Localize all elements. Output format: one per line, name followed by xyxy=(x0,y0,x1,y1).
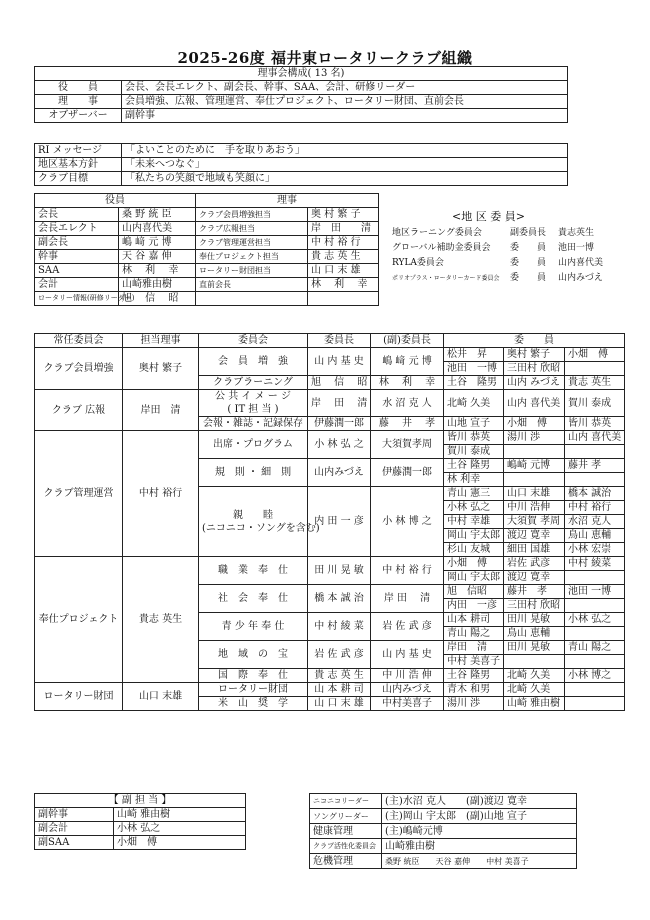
header-members: 委 員 xyxy=(444,334,625,348)
committee-name: 地 域 の 宝 xyxy=(199,641,308,669)
officers-table xyxy=(34,193,379,306)
leader-role: 健康管理 xyxy=(310,824,382,839)
committee-member: 橋本 誠治 xyxy=(565,487,625,501)
director-name xyxy=(308,292,379,306)
board-label: 役 員 xyxy=(35,81,122,95)
committee-vice: 岩 佐 武 彦 xyxy=(371,613,444,641)
committee-member xyxy=(565,362,625,376)
leader-value: (主)嶋崎元博 xyxy=(382,824,577,839)
district-row xyxy=(392,271,603,286)
committee-vice: 岸 田 清 xyxy=(371,585,444,613)
leaders-table xyxy=(309,793,577,869)
deputy-role: 副SAA xyxy=(35,836,114,850)
header-standing: 常任委員会 xyxy=(35,334,123,348)
policy-label: RI メッセージ xyxy=(35,144,122,158)
director-name: 奥 村 繁 子 xyxy=(308,208,379,222)
committee-member: 岸田 清 xyxy=(444,641,504,655)
committee-member xyxy=(565,683,625,697)
header-chair: 委員長 xyxy=(308,334,371,348)
committee-member xyxy=(565,571,625,585)
district-committee: 地区ラーニング委員会 xyxy=(392,228,482,238)
district-person: 池田一博 xyxy=(558,243,595,253)
standing-committee: ロータリー財団 xyxy=(35,683,123,711)
director: 中村 裕行 xyxy=(123,431,199,557)
committee-name: 会報・雑誌・記録保存 xyxy=(199,417,308,431)
committee-member: 青山 陽之 xyxy=(565,641,625,655)
committee-name: 親 睦 (ニコニコ・ソングを含む) xyxy=(199,487,308,557)
leader-role: 危機管理 xyxy=(310,854,382,869)
committee-member: 北崎 久美 xyxy=(504,669,565,683)
board-header: 理事会構成( 13 名) xyxy=(35,67,568,81)
officer-name: 嶋 﨑 元 博 xyxy=(119,236,196,250)
director: 山口 末雄 xyxy=(123,683,199,711)
board-label: オブザーバー xyxy=(35,109,122,123)
committee-member: 水沼 克人 xyxy=(565,515,625,529)
committee-chair: 山 口 末 雄 xyxy=(308,697,371,711)
committee-member: 岩佐 武彦 xyxy=(504,557,565,571)
director-name: 山 口 末 雄 xyxy=(308,264,379,278)
header-vice: (副)委員長 xyxy=(371,334,444,348)
header-director: 担当理事 xyxy=(123,334,199,348)
district-role: 副委員長 xyxy=(510,228,547,238)
director: 貴志 英生 xyxy=(123,557,199,683)
committee-chair: 伊藤潤一郎 xyxy=(308,417,371,431)
standing-committee: クラブ管理運営 xyxy=(35,431,123,557)
committee-member: 北崎 久美 xyxy=(444,390,504,417)
board-value: 会長、会長エレクト、副会長、幹事、SAA、会計、研修リーダー xyxy=(122,81,568,95)
committee-member: 嶋崎 元博 xyxy=(504,459,565,473)
committee-member: 湯川 渉 xyxy=(504,431,565,445)
committee-member: 小林 弘之 xyxy=(565,613,625,627)
committee-member: 中村 幸雄 xyxy=(444,515,504,529)
committee-member: 中村 裕行 xyxy=(565,501,625,515)
committee-member: 青山 憲三 xyxy=(444,487,504,501)
policy-label: クラブ目標 xyxy=(35,172,122,186)
committee-member: 山内 喜代美 xyxy=(565,431,625,445)
standing-committee: クラブ会員増強 xyxy=(35,348,123,390)
committee-member: 青木 和男 xyxy=(444,683,504,697)
officer-name: 山内喜代美 xyxy=(119,222,196,236)
committee-member: 鳥山 恵輔 xyxy=(504,627,565,641)
committee-vice: 中 川 浩 伸 xyxy=(371,669,444,683)
officer-name: 天 谷 嘉 伸 xyxy=(119,250,196,264)
committee-member: 賀川 泰成 xyxy=(444,445,504,459)
district-row xyxy=(392,226,603,241)
committee-member: 北崎 久美 xyxy=(504,683,565,697)
committee-chair: 旭 信 昭 xyxy=(308,376,371,390)
committee-member: 岡山 宇太郎 xyxy=(444,529,504,543)
officer-role: 会長 xyxy=(35,208,119,222)
committee-vice: 中 村 裕 行 xyxy=(371,557,444,585)
committee-member: 小林 宏崇 xyxy=(565,543,625,557)
leader-role: クラブ活性化委員会 xyxy=(310,839,382,854)
committee-member: 山本 耕司 xyxy=(444,613,504,627)
director-name: 岸 田 清 xyxy=(308,222,379,236)
committee-vice: 山 内 基 史 xyxy=(371,641,444,669)
committee-member: 貴志 英生 xyxy=(565,376,625,390)
committee-member: 小林 博之 xyxy=(565,669,625,683)
committee-name: クラブラーニング xyxy=(199,376,308,390)
committee-member: 小畑 傅 xyxy=(565,348,625,362)
committee-member: 渡辺 寛幸 xyxy=(504,529,565,543)
policy-value: 「よいことのために 手を取りあおう」 xyxy=(122,144,568,158)
leader-value: 桑野 統臣 天谷 嘉伸 中村 美喜子 xyxy=(382,854,577,869)
committee-member: 小林 弘之 xyxy=(444,501,504,515)
director-name: 貴 志 英 生 xyxy=(308,250,379,264)
committee-name: 公 共 イ メ ー ジ ( IT 担 当 ) xyxy=(199,390,308,417)
committee-member: 鳥山 恵輔 xyxy=(565,529,625,543)
district-row xyxy=(392,241,603,256)
committee-member: 三田村 欣昭 xyxy=(504,599,565,613)
committee-member: 山地 宣子 xyxy=(444,417,504,431)
committee-chair: 中 村 綾 菜 xyxy=(308,613,371,641)
committee-name: 出席・プログラム xyxy=(199,431,308,459)
officer-role: 会計 xyxy=(35,278,119,292)
committee-row xyxy=(35,683,625,697)
committee-chair: 山内みづえ xyxy=(308,459,371,487)
committee-chair: 内 田 一 彦 xyxy=(308,487,371,557)
directors-header: 理事 xyxy=(196,194,379,208)
leader-role: ソングリーダー xyxy=(310,809,382,824)
committee-member: 藤井 孝 xyxy=(504,585,565,599)
district-committee: RYLA委員会 xyxy=(392,258,444,268)
district-committee: ポリオプラス・ロータリーカード委員会 xyxy=(392,275,500,282)
policy-table xyxy=(34,143,568,186)
committee-chair: 田 川 晃 敏 xyxy=(308,557,371,585)
policy-value: 「未来へつなぐ」 xyxy=(122,158,568,172)
committee-chair: 岩 佐 武 彦 xyxy=(308,641,371,669)
officer-name: 山崎雅由樹 xyxy=(119,278,196,292)
deputy-table xyxy=(34,793,246,850)
deputy-name: 山崎 雅由樹 xyxy=(114,808,246,822)
leader-value: (主)水沼 克人 (副)渡辺 寛幸 xyxy=(382,794,577,809)
director-name: 林 利 幸 xyxy=(308,278,379,292)
committee-member: 旭 信昭 xyxy=(444,585,504,599)
committee-name: 規 則 ・ 細 則 xyxy=(199,459,308,487)
district-title: <地 区 委 員> xyxy=(452,210,525,223)
board-label: 理 事 xyxy=(35,95,122,109)
committee-row xyxy=(35,348,625,362)
standing-committee: クラブ 広報 xyxy=(35,390,123,431)
committee-member: 中村 綾菜 xyxy=(565,557,625,571)
board-composition-table xyxy=(34,66,568,123)
committee-member xyxy=(565,445,625,459)
committee-member xyxy=(565,697,625,711)
committee-member xyxy=(565,655,625,669)
committee-chair: 小 林 弘 之 xyxy=(308,431,371,459)
committee-member: 土谷 隆男 xyxy=(444,459,504,473)
committee-member xyxy=(565,599,625,613)
director-role: 奉仕プロジェクト担当 xyxy=(196,250,308,264)
committee-row xyxy=(35,431,625,445)
committee-name: 社 会 奉 仕 xyxy=(199,585,308,613)
officer-role: SAA xyxy=(35,264,119,278)
committee-member: 土谷 隆男 xyxy=(444,669,504,683)
policy-value: 「私たちの笑顔で地域も笑顔に」 xyxy=(122,172,568,186)
standing-committee: 奉仕プロジェクト xyxy=(35,557,123,683)
committee-name: 青 少 年 奉 仕 xyxy=(199,613,308,641)
header-committee: 委員会 xyxy=(199,334,308,348)
committee-vice: 山内みづえ xyxy=(371,683,444,697)
committee-member: 池田 一博 xyxy=(565,585,625,599)
officer-role: 幹事 xyxy=(35,250,119,264)
officer-name: 旭 信 昭 xyxy=(119,292,196,306)
district-committee: グローバル補助金委員会 xyxy=(392,243,491,253)
committee-member xyxy=(565,627,625,641)
director-role: クラブ会員増強担当 xyxy=(196,208,308,222)
director-role: クラブ広報担当 xyxy=(196,222,308,236)
leader-value: (主)岡山 宇太郎 (副)山地 宣子 xyxy=(382,809,577,824)
committee-member: 青山 陽之 xyxy=(444,627,504,641)
committee-vice: 中村美喜子 xyxy=(371,697,444,711)
committee-member: 中川 浩伸 xyxy=(504,501,565,515)
director-role xyxy=(196,292,308,306)
district-role: 委 員 xyxy=(510,243,547,253)
district-list xyxy=(392,226,603,286)
committee-vice: 嶋 﨑 元 博 xyxy=(371,348,444,376)
district-row xyxy=(392,256,603,271)
committee-member: 山口 末雄 xyxy=(504,487,565,501)
committee-vice: 大須賀孝周 xyxy=(371,431,444,459)
committee-member: 賀川 泰成 xyxy=(565,390,625,417)
committee-chair: 橋 本 誠 治 xyxy=(308,585,371,613)
committee-member: 奥村 繁子 xyxy=(504,348,565,362)
deputy-role: 副幹事 xyxy=(35,808,114,822)
committee-member: 土谷 隆男 xyxy=(444,376,504,390)
committee-member: 小畑 傅 xyxy=(504,417,565,431)
committee-name: 米 山 奨 学 xyxy=(199,697,308,711)
deputy-name: 小畑 傅 xyxy=(114,836,246,850)
page-title: 2025-26度 福井東ロータリークラブ組織 xyxy=(177,49,473,67)
committee-chair: 貴 志 英 生 xyxy=(308,669,371,683)
committees-header-row xyxy=(35,334,625,348)
committee-member: 皆川 恭英 xyxy=(565,417,625,431)
committee-member: 小畑 傅 xyxy=(444,557,504,571)
committee-member: 山内 みづえ xyxy=(504,376,565,390)
committee-chair: 山 内 基 史 xyxy=(308,348,371,376)
policy-label: 地区基本方針 xyxy=(35,158,122,172)
committee-member: 皆川 恭英 xyxy=(444,431,504,445)
committee-member: 湯川 渉 xyxy=(444,697,504,711)
committee-name: 国 際 奉 仕 xyxy=(199,669,308,683)
officers-header: 役員 xyxy=(35,194,196,208)
committee-member: 細田 国雄 xyxy=(504,543,565,557)
officer-name: 桑 野 統 臣 xyxy=(119,208,196,222)
committee-member: 三田村 欣昭 xyxy=(504,362,565,376)
committees-table xyxy=(34,333,625,711)
director-name: 中 村 裕 行 xyxy=(308,236,379,250)
deputy-name: 小林 弘之 xyxy=(114,822,246,836)
committee-member: 渡辺 寛幸 xyxy=(504,571,565,585)
officer-name: 林 利 幸 xyxy=(119,264,196,278)
director: 奥村 繁子 xyxy=(123,348,199,390)
committee-member: 杉山 友城 xyxy=(444,543,504,557)
committee-member: 山崎 雅由樹 xyxy=(504,697,565,711)
committee-vice: 藤 井 孝 xyxy=(371,417,444,431)
deputy-header: 【 副 担 当 】 xyxy=(35,794,246,808)
committee-member: 岡山 宇太郎 xyxy=(444,571,504,585)
committee-name: 会 員 増 強 xyxy=(199,348,308,376)
committee-vice: 林 利 幸 xyxy=(371,376,444,390)
committee-vice: 小 林 博 之 xyxy=(371,487,444,557)
committee-member: 中村 美喜子 xyxy=(444,655,504,669)
deputy-role: 副会計 xyxy=(35,822,114,836)
district-person: 貴志英生 xyxy=(558,228,595,238)
committee-member: 内田 一彦 xyxy=(444,599,504,613)
committee-name: ロータリー財団 xyxy=(199,683,308,697)
committee-member: 池田 一博 xyxy=(444,362,504,376)
director: 岸田 清 xyxy=(123,390,199,431)
officer-role: 副会長 xyxy=(35,236,119,250)
committee-member xyxy=(504,445,565,459)
officer-role: 会長エレクト xyxy=(35,222,119,236)
leader-value: 山崎雅由樹 xyxy=(382,839,577,854)
board-value: 副幹事 xyxy=(122,109,568,123)
leader-role: ニコニコリーダー xyxy=(310,794,382,809)
director-role: ロータリー財団担当 xyxy=(196,264,308,278)
director-role: 直前会長 xyxy=(196,278,308,292)
director-role: クラブ管理運営担当 xyxy=(196,236,308,250)
committee-chair: 山 本 耕 司 xyxy=(308,683,371,697)
district-role: 委 員 xyxy=(510,273,547,283)
committee-row xyxy=(35,557,625,571)
committee-member: 大須賀 孝周 xyxy=(504,515,565,529)
committee-member: 田川 晃敏 xyxy=(504,613,565,627)
committee-member xyxy=(504,655,565,669)
committee-member: 山内 喜代美 xyxy=(504,390,565,417)
committee-vice: 水 沼 克 人 xyxy=(371,390,444,417)
committee-member: 藤井 孝 xyxy=(565,459,625,473)
committee-row xyxy=(35,390,625,417)
committee-member: 田川 晃敏 xyxy=(504,641,565,655)
committee-member xyxy=(565,473,625,487)
district-person: 山内みづえ xyxy=(558,273,603,283)
committee-name: 職 業 奉 仕 xyxy=(199,557,308,585)
board-value: 会員増強、広報、管理運営、奉仕プロジェクト、ロータリー財団、直前会長 xyxy=(122,95,568,109)
district-role: 委 員 xyxy=(510,258,547,268)
committee-member xyxy=(504,473,565,487)
committee-chair: 岸 田 清 xyxy=(308,390,371,417)
committee-vice: 伊藤潤一郎 xyxy=(371,459,444,487)
committee-member: 林 利幸 xyxy=(444,473,504,487)
officer-role: ロータリー情報(研修リーダー) xyxy=(35,292,119,306)
district-person: 山内喜代美 xyxy=(558,258,604,268)
committee-member: 松井 昇 xyxy=(444,348,504,362)
